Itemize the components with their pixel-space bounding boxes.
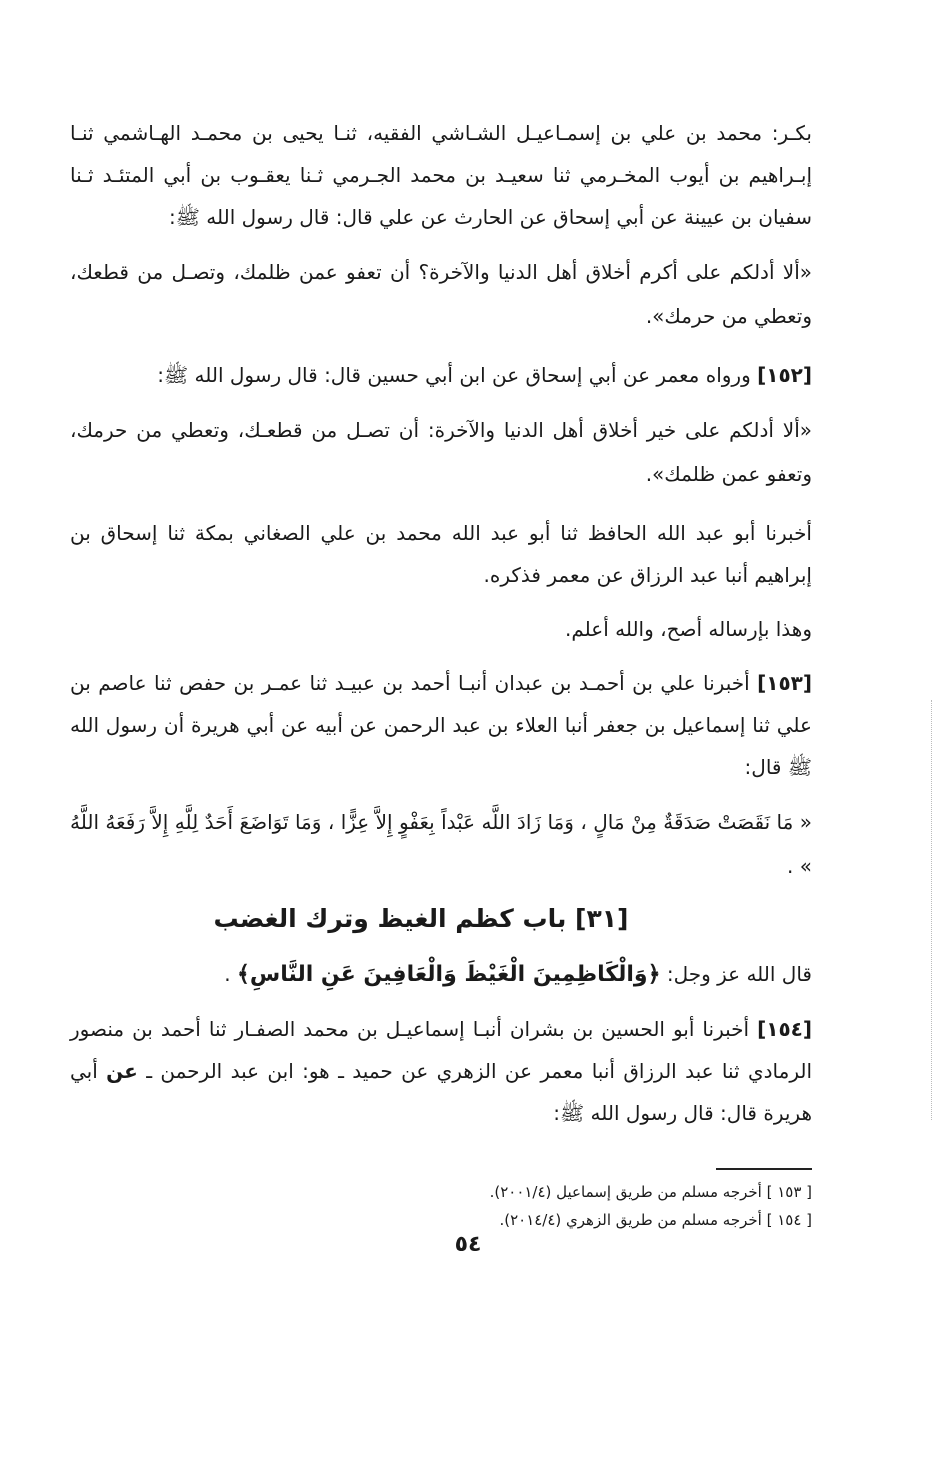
isnad-text-bold: عن bbox=[106, 1059, 138, 1083]
author-note: وهذا بإرساله أصح، والله أعلم. bbox=[564, 617, 812, 641]
quran-citation bbox=[70, 953, 812, 996]
chapter-title: [٣١] باب كظم الغيظ وترك الغضب bbox=[213, 904, 629, 933]
quran-end: . bbox=[224, 962, 231, 986]
hadith-paragraph-153: « مَا نَقَصَتْ صَدَقَةٌ مِنْ مَالٍ ، وَمَا زَادَ اللَّه عَبْداً بِعَفْوٍ إِلاَّ عِزًّا ، وَمَا تَوَاضَعَ أَحَدٌ لِلَّهِ إِلاَّ رَفَعَهُ اللَّهُ » . bbox=[70, 810, 812, 878]
isnad-text: ورواه معمر عن أبي إسحاق عن ابن أبي حسين قال: قال رسول الله ﷺ: bbox=[157, 363, 751, 387]
footnote: [ ١٥٣ ] أخرجه مسلم من طريق إسماعيل (٢٠٠١/٤). bbox=[489, 1183, 812, 1201]
isnad-paragraph-152 bbox=[70, 354, 812, 396]
footnotes bbox=[70, 1178, 812, 1234]
page-number: ٥٤ bbox=[454, 1232, 482, 1257]
isnad-text: أخبرنا أبو الحسين بن بشران أنبـا إسماعيـل بن محمد الصفـار ثنا أحمد بن منصور الرمادي ثنا عبد الرزاق أنبا معمر عن الزهري عن حميد ـ هو: ابن عبد الرحمن ـ bbox=[70, 1017, 813, 1083]
quran-intro: قال الله عز وجل: bbox=[666, 962, 812, 986]
isnad-paragraph-153 bbox=[70, 662, 812, 788]
footnote-separator bbox=[716, 1168, 812, 1170]
hadith-paragraph-152: «ألا أدلكم على خير أخلاق أهل الدنيا والآخرة: أن تصـل من قطعـك، وتعطي من حرمك، وتعفو عمن ظلمك». bbox=[70, 418, 812, 486]
page-edge-shadow bbox=[929, 700, 932, 1120]
isnad-text: أخبرنا علي بن أحمـد بن عبدان أنبـا أحمد بن عبيـد ثنا عمـر بن حفص ثنا عاصم بن علي ثنا إسماعيل بن جعفر أنبا العلاء بن عبد الرحمن عن أبيه عن أبي هريرة أن رسول الله ﷺ قال: bbox=[70, 671, 812, 779]
hadith-number: [١٥٣] bbox=[757, 671, 812, 695]
isnad-paragraph-154 bbox=[70, 1008, 812, 1134]
isnad-text: أبي هريرة قال: قال رسول الله ﷺ: bbox=[70, 1059, 812, 1125]
footnote-separator-wrap bbox=[70, 1146, 812, 1178]
isnad-paragraph: أخبرنا أبو عبد الله الحافظ ثنا أبو عبد الله محمد بن علي الصغاني بمكة ثنا إسحاق بن إبراهيم أنبا عبد الرزاق عن معمر فذكره. bbox=[70, 521, 812, 587]
isnad-paragraph: بكـر: محمد بن علي بن إسمـاعيـل الشـاشي الفقيه، ثنـا يحيى بن محمـد الهـاشمي ثنـا إبـراهيم بن أيوب المخـرمي ثنا سعيـد بن محمد الجـرمي ثـنا يعقـوب بن أبي المتئـد ثـنا سفيان بن عيينة عن أبي إسحاق عن الحارث عن علي قال: قال رسول الله ﷺ: bbox=[70, 121, 812, 229]
footnote: [ ١٥٤ ] أخرجه مسلم من طريق الزهري (٢٠١٤/٤). bbox=[499, 1211, 812, 1229]
hadith-number: [١٥٢] bbox=[757, 363, 812, 387]
hadith-paragraph: «ألا أدلكم على أكرم أخلاق أهل الدنيا والآخرة؟ أن تعفو عمن ظلمك، وتصـل من قطعك، وتعطي من حرمك». bbox=[70, 260, 812, 328]
quran-verse: ﴿وَالْكَاظِمِينَ الْغَيْظَ وَالْعَافِينَ عَنِ النَّاسِ﴾ bbox=[236, 962, 661, 987]
hadith-number: [١٥٤] bbox=[757, 1017, 813, 1041]
